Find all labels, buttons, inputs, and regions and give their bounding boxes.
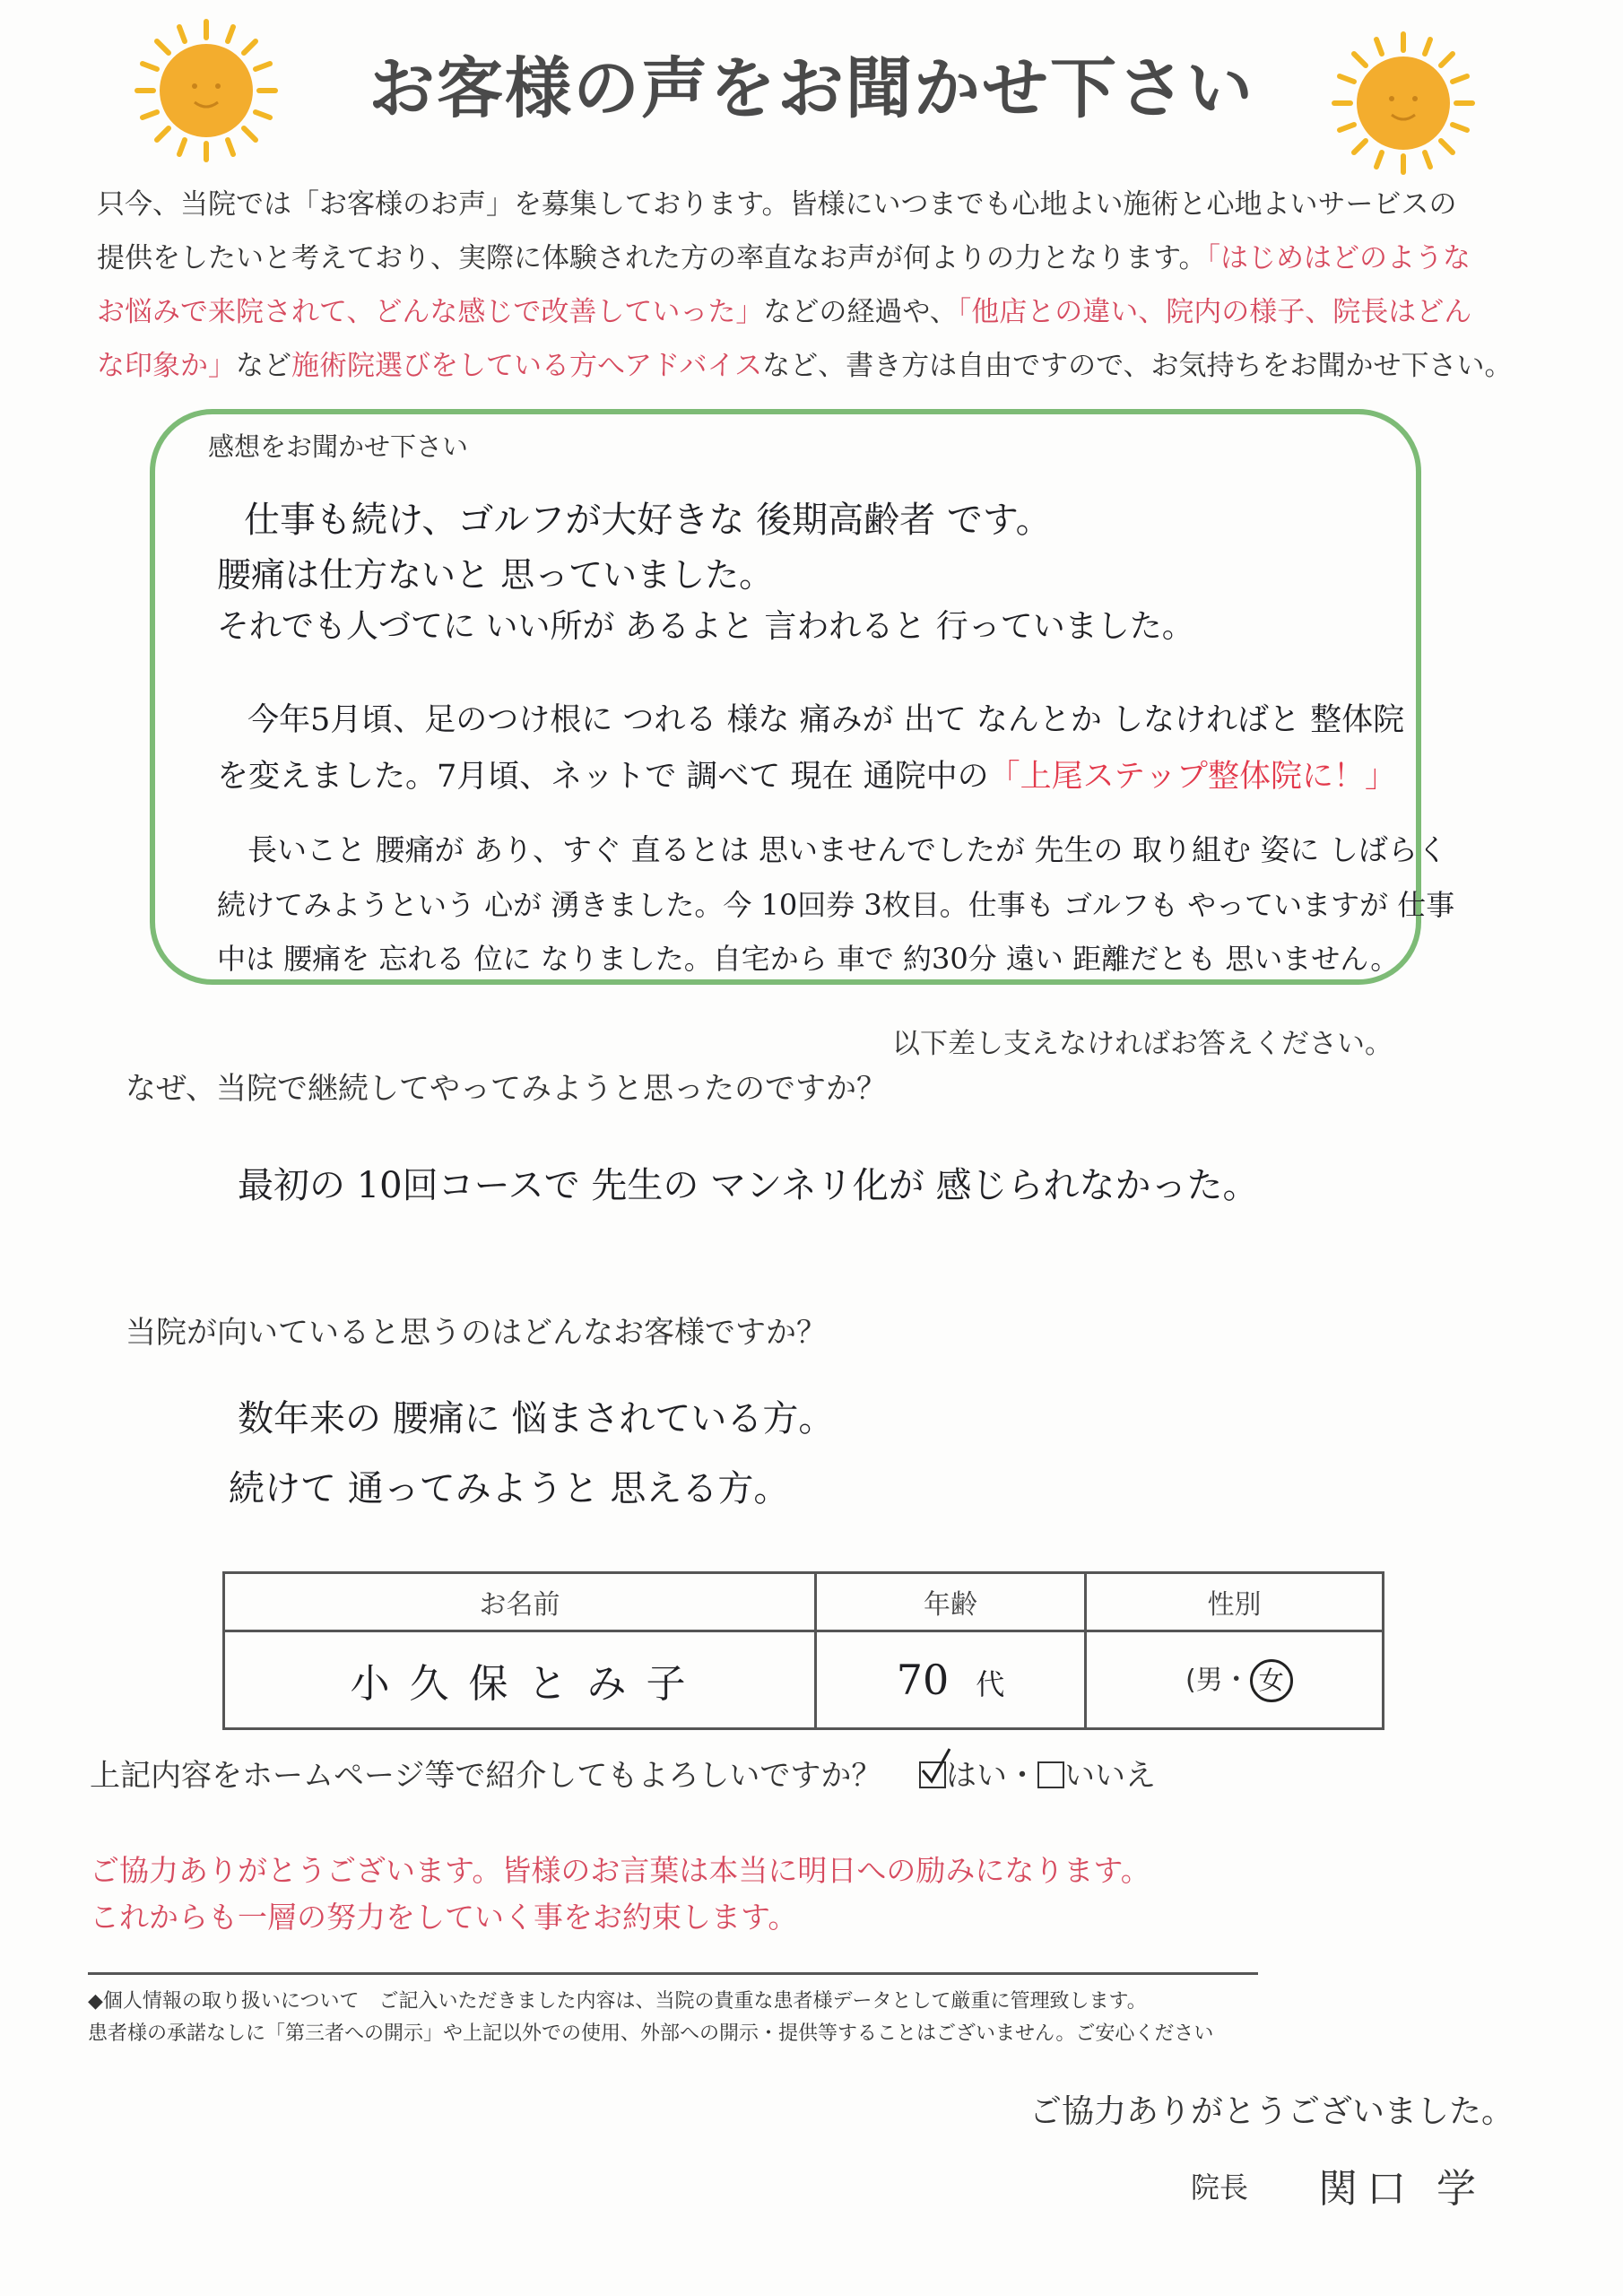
impressions-line-6: 長いこと 腰痛が あり、すぐ 直るとは 思いませんでしたが 先生の 取り組む 姿に しばらく: [247, 832, 1447, 867]
privacy-line-1: ◆個人情報の取り扱いについて ご記入いただきました内容は、当院の貴重な患者様データとして厳重に管理致します。: [88, 1990, 1147, 2013]
consent-yes-label: はい: [945, 1758, 1007, 1794]
intro-line-2: [97, 231, 1532, 285]
intro-line-4: [97, 339, 1532, 393]
privacy-notice: [88, 1986, 1433, 2050]
divider: [88, 1972, 1258, 1975]
intro-text: などの経過や、: [763, 296, 958, 328]
intro-line-1: 只今、当院では「お客様のお声」を募集しております。皆様にいつまでも心地よい施術と心地よいサービスの: [97, 188, 1457, 221]
optional-answers-note: 以下差し支えなければお答えください。: [892, 1028, 1393, 1060]
intro-paragraph: [97, 178, 1532, 393]
impressions-line-8: 中は 腰痛を 忘れる 位に なりました。自宅から 車で 約30分 遠い 距離だとも 思いません。: [217, 942, 1400, 976]
name-cell: [224, 1631, 816, 1729]
gender-male-option: (男・: [1185, 1665, 1250, 1696]
name-value: 小 久 保 と み 子: [350, 1661, 690, 1707]
consent-row: [90, 1751, 1156, 1795]
impressions-line-4: 今年5月頃、足のつけ根に つれる 様な 痛みが 出て なんとか しなければと 整体院: [247, 702, 1405, 738]
answer-1: 最初の 10回コースで 先生の マンネリ化が 感じられなかった。: [238, 1165, 1259, 1206]
consent-yes-checkbox: [919, 1761, 946, 1788]
thanks-line-2: これからも一層の努力をしていく事をお約束します。: [90, 1900, 798, 1935]
age-header: 年齢: [816, 1573, 1086, 1631]
intro-highlight: お悩みで来院されて、どんな感じで改善していった」: [97, 296, 764, 328]
check-icon: [919, 1747, 955, 1787]
director-name: 関口 学: [1318, 2166, 1485, 2212]
consent-no-checkbox: [1037, 1761, 1064, 1788]
closing-thanks: ご協力ありがとうございました。: [1029, 2093, 1515, 2130]
name-header: お名前: [224, 1573, 816, 1631]
gender-cell: [1086, 1631, 1384, 1729]
consent-question: 上記内容をホームページ等で紹介してもよろしいですか？: [90, 1758, 882, 1794]
impressions-line-5: [217, 752, 1396, 796]
impressions-label: 感想をお聞かせ下さい: [208, 431, 469, 462]
age-unit: 代: [976, 1667, 1005, 1701]
consent-separator: ・: [1006, 1758, 1037, 1794]
intro-text: など、書き方は自由ですので、お気持ちをお聞かせ下さい。: [762, 350, 1513, 382]
age-cell: [816, 1631, 1086, 1729]
impressions-line-3: それでも人づてに いい所が あるよと 言われると 行っていました。: [217, 608, 1194, 645]
customer-info-table: [222, 1571, 1384, 1730]
impressions-text: を変えました。7月頃、ネットで 調べて 現在 通院中の: [217, 759, 989, 795]
answer-2-line-1: 数年来の 腰痛に 悩まされている方。: [238, 1398, 835, 1439]
intro-highlight: 「はじめはどのような: [1206, 242, 1471, 274]
intro-highlight: 施術院選びをしている方へアドバイス: [291, 350, 763, 382]
impressions-line-2: 腰痛は仕方ないと 思っていました。: [217, 555, 774, 595]
intro-highlight: な印象か」: [97, 350, 236, 382]
intro-text: など: [236, 350, 291, 382]
page-title: お客様の声をお聞かせ下さい: [369, 50, 1254, 127]
answer-2-line-2: 続けて 通ってみようと 思える方。: [229, 1468, 790, 1509]
question-2: 当院が向いていると思うのはどんなお客様ですか？: [126, 1315, 827, 1351]
thanks-line-1: ご協力ありがとうございます。皆様のお言葉は本当に明日への励みになります。: [90, 1853, 1150, 1888]
thanks-message: [90, 1848, 1524, 1941]
intro-line-3: [97, 285, 1532, 339]
consent-no-label: いいえ: [1063, 1758, 1156, 1794]
privacy-line-2: 患者様の承諾なしに「第三者への開示」や上記以外での使用、外部への開示・提供等することはございません。ご安心ください: [88, 2022, 1214, 2045]
age-value: 70: [896, 1656, 950, 1704]
impressions-line-7: 続けてみようという 心が 湧きました。今 10回券 3枚目。仕事も ゴルフも やっていますが 仕事: [217, 888, 1455, 922]
gender-female-option-circled: 女: [1250, 1659, 1293, 1702]
impressions-line-1: 仕事も続け、ゴルフが大好きな 後期高齢者 です。: [244, 500, 1052, 541]
director-title: 院長: [1191, 2170, 1249, 2205]
clinic-name-highlight: 「上尾ステップ整体院に！」: [988, 759, 1396, 795]
intro-text: 提供をしたいと考えており、実際に体験された方の率直なお声が何よりの力となります。: [97, 242, 1207, 274]
intro-highlight: 「他店との違い、院内の様子、院長はどん: [957, 296, 1472, 328]
question-1: なぜ、当院で継続してやってみようと思ったのですか？: [126, 1071, 887, 1107]
gender-header: 性別: [1086, 1573, 1384, 1631]
